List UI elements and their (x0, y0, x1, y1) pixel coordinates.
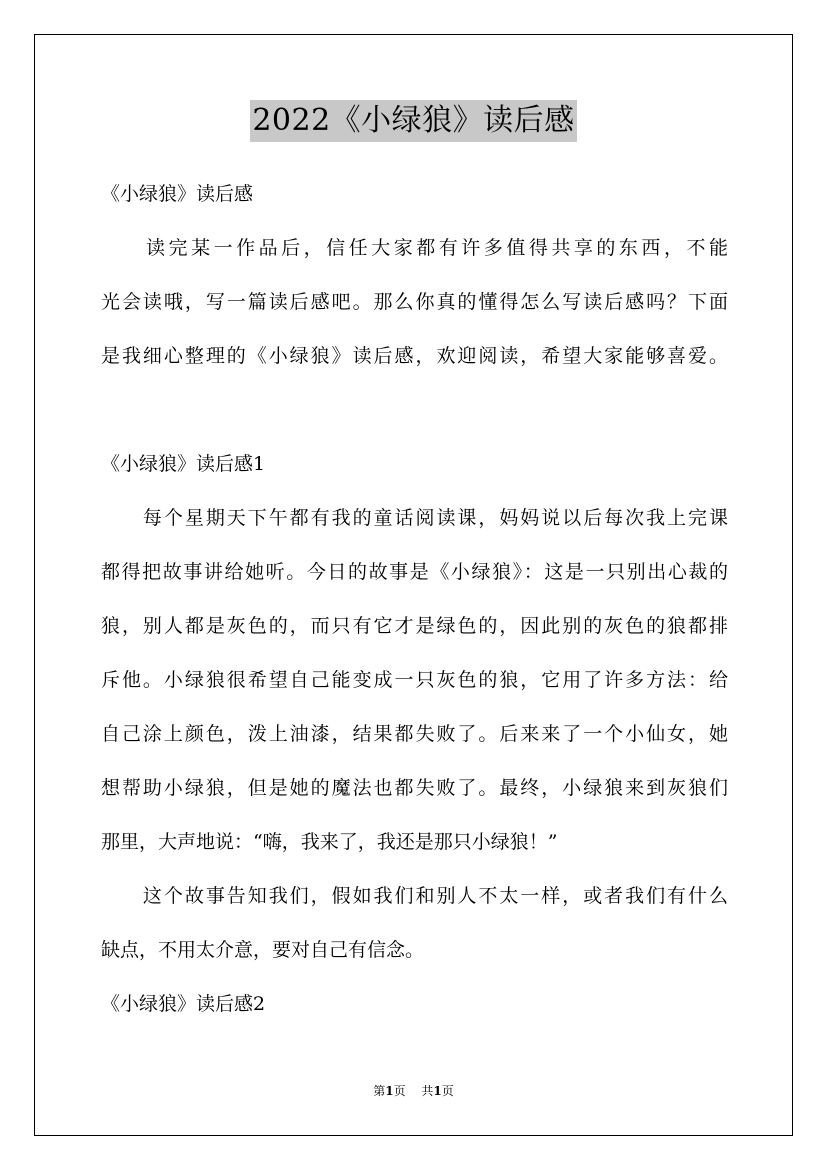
paragraph-line: 那里，大声地说：“嗨，我来了，我还是那只小绿狼！” (101, 831, 558, 853)
paragraph-line: 光会读哦，写一篇读后感吧。那么你真的懂得怎么写读后感吗？下面 (101, 291, 728, 313)
section-heading-2: 《小绿狼》读后感2 (101, 993, 266, 1015)
footer-total-pages: 1 (433, 1084, 442, 1098)
section-heading-1: 《小绿狼》读后感1 (101, 453, 266, 475)
footer-page-number: 1 (385, 1084, 394, 1098)
document-title: 2022《小绿狼》读后感 (250, 100, 576, 142)
paragraph-line: 这个故事告知我们，假如我们和别人不太一样，或者我们有什么 (101, 885, 728, 907)
paragraph-line: 狼，别人都是灰色的，而只有它才是绿色的，因此别的灰色的狼都排 (101, 615, 728, 637)
paragraph-line: 想帮助小绿狼，但是她的魔法也都失败了。最终，小绿狼来到灰狼们 (101, 777, 728, 799)
document-title-container (0, 100, 827, 142)
footer-page-prefix: 第 (373, 1084, 386, 1098)
paragraph-line: 每个星期天下午都有我的童话阅读课，妈妈说以后每次我上完课 (101, 507, 728, 529)
footer-total-suffix: 页 (441, 1084, 454, 1098)
page-footer (0, 1083, 827, 1099)
paragraph-line: 缺点，不用太介意，要对自己有信念。 (101, 939, 425, 961)
paragraph-line: 都得把故事讲给她听。今日的故事是《小绿狼》：这是一只别出心裁的 (101, 561, 728, 583)
paragraph-line: 自己涂上颜色，泼上油漆，结果都失败了。后来来了一个小仙女，她 (101, 723, 728, 745)
intro-heading: 《小绿狼》读后感 (101, 183, 254, 205)
footer-page-suffix: 页 (393, 1084, 406, 1098)
paragraph-line: 读完某一作品后，信任大家都有许多值得共享的东西，不能 (101, 237, 728, 259)
paragraph-line: 是我细心整理的《小绿狼》读后感，欢迎阅读，希望大家能够喜爱。 (101, 345, 728, 367)
paragraph-line: 斥他。小绿狼很希望自己能变成一只灰色的狼，它用了许多方法：给 (101, 669, 728, 691)
footer-total-prefix: 共 (421, 1084, 434, 1098)
